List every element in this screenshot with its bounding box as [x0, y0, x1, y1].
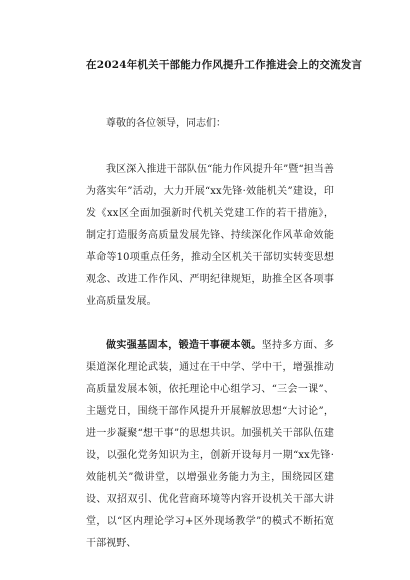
salutation: 尊敬的各位领导，同志们： — [106, 118, 226, 129]
document-title: 在2024年机关干部能力作风提升工作推进会上的交流发言 — [86, 59, 363, 71]
paragraph-intro — [86, 159, 334, 313]
paragraph-text: 我区深入推进干部队伍“能力作风提升年”暨“担当善为落实年”活动，大力开展“xx先锋·效能机关”建设，印发《xx区全面加强新时代机关党建工作的若干措施》，制定打造服务高质量发展先锋、持续深化作风革命效能革命等10项重点任务，推动全区机关干部切实转变思想观念、改进工作作风、严明纪律规矩，助推全区各项事业高质量发展。 — [86, 164, 334, 307]
paragraph-strengthen-foundation — [86, 335, 334, 555]
paragraph-lead: 做实强基固本，锻造干事硬本领。 — [106, 340, 262, 351]
paragraph-text: 坚持多方面、多渠道深化理论武装，通过在干中学、学中干，增强推动高质量发展本领，依托理论中心组学习、“三会一课”、主题党日，围绕干部作风提升开展解放思想“大讨论”，进一步凝聚“想干事”的思想共识。加强机关干部队伍建设，以强化党务知识为主，创新开设每月一期“xx先锋·效能机关”微讲堂，以增强业务能力为主，围绕园区建设、双招双引、优化营商环境等内容开设机关干部大讲堂，以“区内理论学习+区外现场教学”的模式不断拓宽干部视野、 — [86, 340, 334, 549]
